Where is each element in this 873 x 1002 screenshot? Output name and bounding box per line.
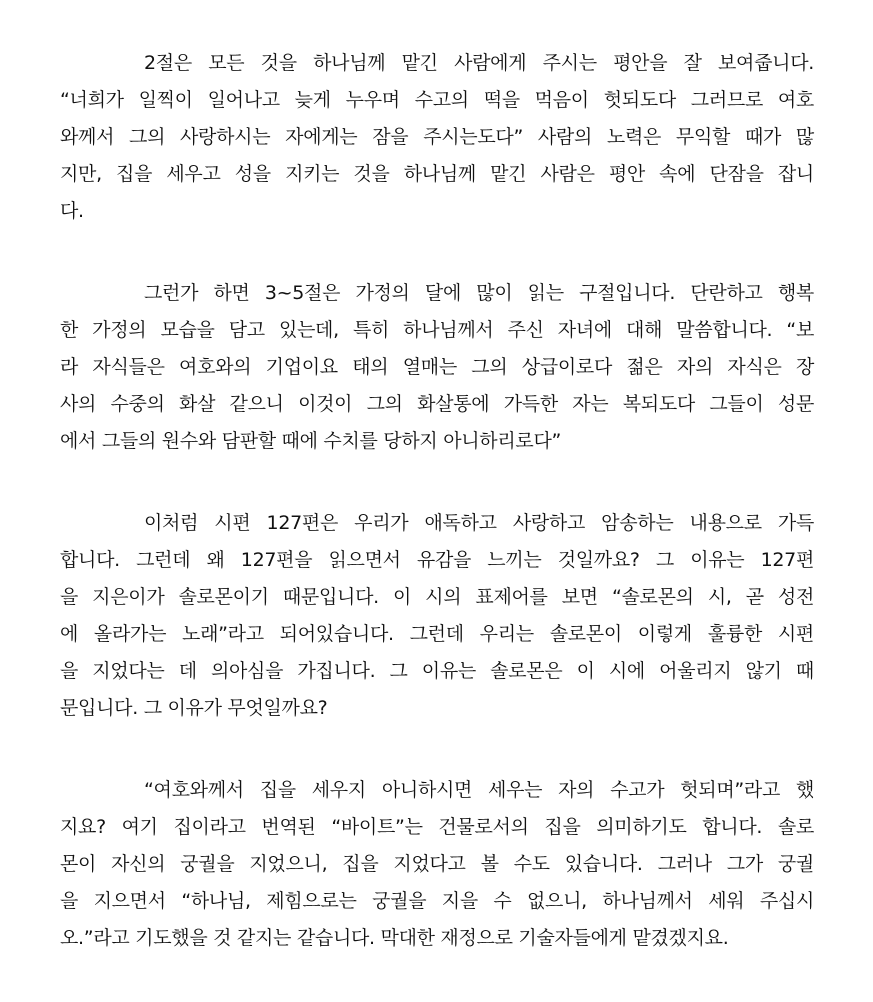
paragraph-1 — [60, 45, 814, 230]
paragraph-3 — [60, 505, 814, 727]
text-line: 다. — [60, 200, 84, 222]
text-line: 을 지었다는 데 의아심을 가집니다. 그 이유는 솔로몬은 이 시에 어울리지 않기 때 — [60, 660, 814, 682]
text-line: 그런가 하면 3~5절은 가정의 달에 많이 읽는 구절입니다. 단란하고 행복 — [144, 282, 814, 304]
text-line: 와께서 그의 사랑하시는 자에게는 잠을 주시는도다” 사람의 노력은 무익할 때가 많 — [60, 126, 814, 148]
text-line: 이처럼 시편 127편은 우리가 애독하고 사랑하고 암송하는 내용으로 가득 — [144, 512, 814, 534]
text-line: 에 올라가는 노래”라고 되어있습니다. 그런데 우리는 솔로몬이 이렇게 훌륭한 시편 — [60, 623, 814, 645]
text-line: 을 지은이가 솔로몬이기 때문입니다. 이 시의 표제어를 보면 “솔로몬의 시, 곧 성전 — [60, 586, 814, 608]
text-line: 에서 그들의 원수와 담판할 때에 수치를 당하지 아니하리로다” — [60, 430, 562, 452]
text-line: 지요? 여기 집이라고 번역된 “바이트”는 건물로서의 집을 의미하기도 합니다. 솔로 — [60, 816, 814, 838]
text-line: “여호와께서 집을 세우지 아니하시면 세우는 자의 수고가 헛되며”라고 했 — [144, 779, 814, 801]
text-line: 합니다. 그런데 왜 127편을 읽으면서 유감을 느끼는 것일까요? 그 이유는 127편 — [60, 549, 814, 571]
text-line: 라 자식들은 여호와의 기업이요 태의 열매는 그의 상급이로다 젊은 자의 자식은 장 — [60, 356, 814, 378]
text-line: 사의 수중의 화살 같으니 이것이 그의 화살통에 가득한 자는 복되도다 그들이 성문 — [60, 393, 814, 415]
text-line: “너희가 일찍이 일어나고 늦게 누우며 수고의 떡을 먹음이 헛되도다 그러므로 여호 — [60, 89, 814, 111]
paragraph-4 — [60, 772, 814, 957]
text-line: 몬이 자신의 궁궐을 지었으니, 집을 지었다고 볼 수도 있습니다. 그러나 그가 궁궐 — [60, 853, 814, 875]
text-line: 문입니다. 그 이유가 무엇일까요? — [60, 697, 328, 719]
text-line: 2절은 모든 것을 하나님께 맡긴 사람에게 주시는 평안을 잘 보여줍니다. — [144, 52, 814, 74]
document-page — [60, 45, 814, 1002]
text-line: 한 가정의 모습을 담고 있는데, 특히 하나님께서 주신 자녀에 대해 말씀합니다. “보 — [60, 319, 814, 341]
text-line: 을 지으면서 “하나님, 제힘으로는 궁궐을 지을 수 없으니, 하나님께서 세워 주십시 — [60, 890, 814, 912]
text-line: 오.”라고 기도했을 것 같지는 같습니다. 막대한 재정으로 기술자들에게 맡겼겠지요. — [60, 927, 729, 949]
text-line: 지만, 집을 세우고 성을 지키는 것을 하나님께 맡긴 사람은 평안 속에 단잠을 잡니 — [60, 163, 814, 185]
paragraph-2 — [60, 275, 814, 460]
